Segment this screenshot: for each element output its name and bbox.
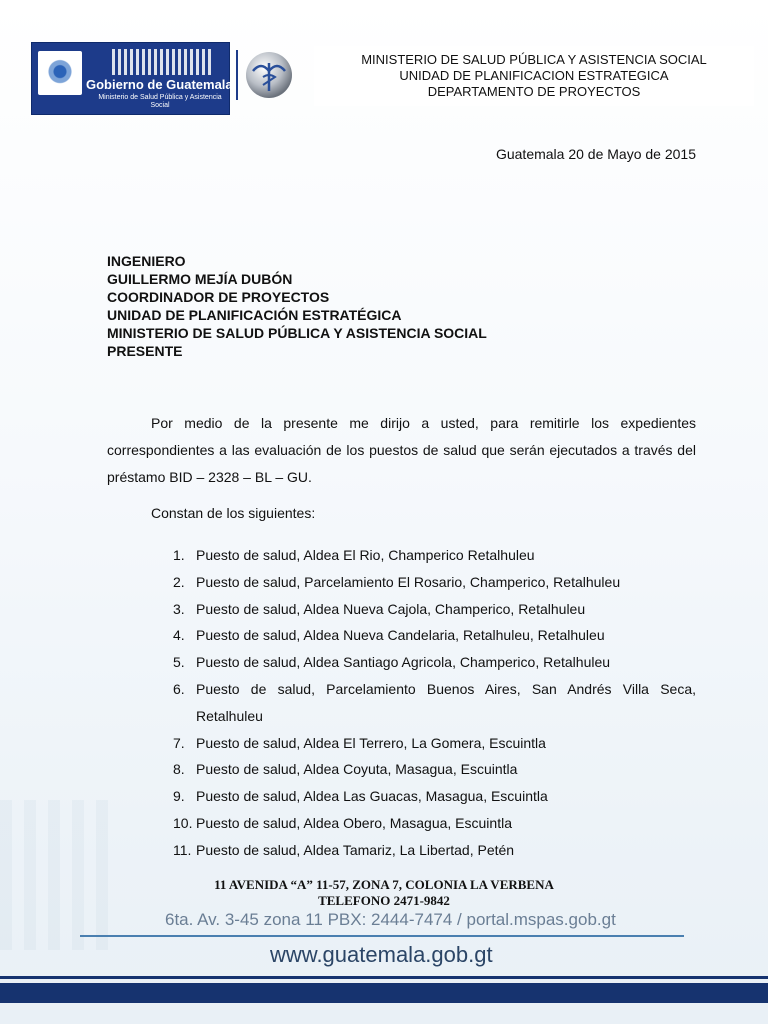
mspas-logo-icon bbox=[245, 51, 293, 99]
item-text: Puesto de salud, Aldea Nueva Candelaria, Retalhuleu, Retalhuleu bbox=[196, 627, 605, 644]
coat-of-arms-icon bbox=[38, 51, 82, 95]
footer-website: www.guatemala.gob.gt bbox=[270, 942, 493, 967]
logo-divider bbox=[236, 50, 238, 100]
health-posts-list bbox=[107, 542, 696, 864]
item-text: Puesto de salud, Aldea Santiago Agricola, Champerico, Retalhuleu bbox=[196, 654, 611, 671]
list-item bbox=[107, 569, 696, 596]
footer-rule bbox=[80, 935, 684, 937]
item-number: 9. bbox=[173, 788, 185, 805]
item-number: 3. bbox=[173, 600, 185, 617]
item-text: Puesto de salud, Aldea Coyuta, Masagua, Escuintla bbox=[196, 761, 518, 778]
header-line-unit: UNIDAD DE PLANIFICACION ESTRATEGICA bbox=[399, 68, 669, 83]
item-number: 11. bbox=[173, 841, 192, 858]
item-number: 10. bbox=[173, 814, 193, 831]
item-number: 2. bbox=[173, 573, 185, 590]
footer-address-block bbox=[0, 877, 768, 909]
recipient-line: UNIDAD DE PLANIFICACIÓN ESTRATÉGICA bbox=[107, 307, 402, 323]
background-building-watermark bbox=[0, 800, 120, 950]
letter-date: Guatemala 20 de Mayo de 2015 bbox=[495, 146, 696, 162]
item-text: Puesto de salud, Aldea El Rio, Champerico Retalhuleu bbox=[196, 547, 535, 563]
footer-address: 11 AVENIDA “A” 11-57, ZONA 7, COLONIA LA VERBENA bbox=[214, 877, 554, 892]
footer-watermark-text: 6ta. Av. 3-45 zona 11 PBX: 2444-7474 / portal.mspas.gob.gt bbox=[165, 910, 616, 929]
item-number: 4. bbox=[173, 627, 185, 644]
header-line-department: DEPARTAMENTO DE PROYECTOS bbox=[427, 84, 641, 99]
item-text: Puesto de salud, Aldea El Terrero, La Gomera, Escuintla bbox=[196, 734, 546, 751]
footer-phone: TELEFONO 2471-9842 bbox=[318, 893, 450, 908]
list-item bbox=[107, 730, 696, 757]
logo-title: Gobierno de Guatemala bbox=[86, 77, 233, 92]
recipient-line: MINISTERIO DE SALUD PÚBLICA Y ASISTENCIA SOCIAL bbox=[107, 325, 487, 341]
item-text: Puesto de salud, Parcelamiento Buenos Aires, San Andrés Villa Seca, Retalhuleu bbox=[196, 680, 696, 724]
item-number: 6. bbox=[173, 680, 185, 697]
header-line-ministry: MINISTERIO DE SALUD PÚBLICA Y ASISTENCIA SOCIAL bbox=[361, 52, 707, 67]
recipient-line: INGENIERO bbox=[107, 253, 186, 269]
recipient-line: GUILLERMO MEJÍA DUBÓN bbox=[107, 271, 293, 287]
list-item bbox=[107, 676, 696, 730]
item-number: 1. bbox=[173, 547, 185, 563]
item-text: Puesto de salud, Parcelamiento El Rosario, Champerico, Retalhuleu bbox=[196, 573, 621, 590]
item-text: Puesto de salud, Aldea Obero, Masagua, Escuintla bbox=[196, 814, 512, 831]
list-item bbox=[107, 596, 696, 623]
item-number: 5. bbox=[173, 654, 185, 671]
list-item bbox=[107, 810, 696, 837]
logo-subtitle: Ministerio de Salud Pública y Asistencia Social bbox=[98, 94, 222, 109]
list-intro: Constan de los siguientes: bbox=[151, 505, 316, 521]
gobierno-guatemala-logo bbox=[31, 42, 233, 115]
list-item bbox=[107, 756, 696, 783]
institution-header bbox=[314, 46, 754, 106]
list-item bbox=[107, 622, 696, 649]
list-item bbox=[107, 837, 696, 864]
recipient-line: PRESENTE bbox=[107, 343, 183, 359]
item-text: Puesto de salud, Aldea Tamariz, La Libertad, Petén bbox=[196, 841, 515, 858]
recipient-line: COORDINADOR DE PROYECTOS bbox=[107, 289, 330, 305]
footer-bar-thin bbox=[0, 976, 768, 979]
item-number: 7. bbox=[173, 734, 185, 751]
list-item bbox=[107, 542, 696, 569]
footer-bar bbox=[0, 983, 768, 1003]
item-text: Puesto de salud, Aldea Las Guacas, Masagua, Escuintla bbox=[196, 788, 548, 805]
recipient-block bbox=[107, 252, 487, 360]
list-item bbox=[107, 649, 696, 676]
item-text: Puesto de salud, Aldea Nueva Cajola, Champerico, Retalhuleu bbox=[196, 600, 586, 617]
palace-icon bbox=[112, 49, 212, 75]
list-item bbox=[107, 783, 696, 810]
item-number: 8. bbox=[173, 761, 185, 778]
body-paragraph: Por medio de la presente me dirijo a usted, para remitirle los expedientes correspondientes a las evaluación de los puestos de salud que serán ejecutados a través del préstamo BID – 2328 – BL – GU. bbox=[107, 415, 696, 485]
